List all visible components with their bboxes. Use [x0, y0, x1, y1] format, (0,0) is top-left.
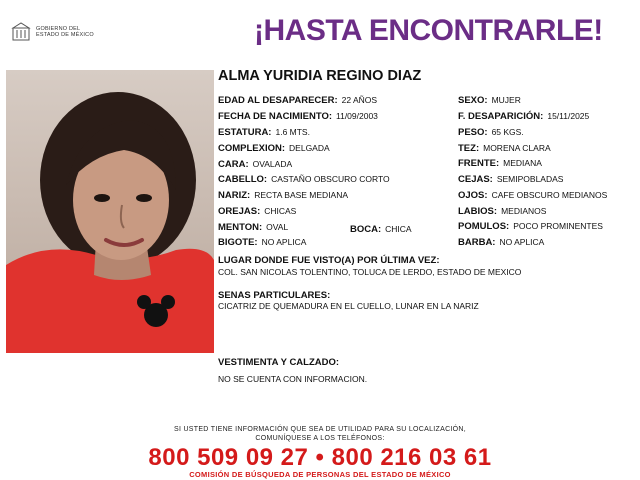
- value-beard: NO APLICA: [499, 237, 545, 247]
- field-disappearance-date: [458, 111, 589, 122]
- value-disappearance-date: 15/11/2025: [547, 111, 590, 121]
- logo-line-1: GOBIERNO DEL: [36, 25, 81, 32]
- value-mouth: CHICA: [385, 224, 412, 234]
- label-beard: BARBA:: [458, 237, 496, 248]
- value-weight: 65 KGS.: [491, 127, 524, 137]
- label-disappearance-date: F. DESAPARICIÓN:: [458, 111, 544, 122]
- field-ears: [218, 206, 296, 217]
- value-sex: MUJER: [491, 95, 521, 105]
- value-forehead: MEDIANA: [503, 158, 542, 168]
- field-nose: [218, 190, 348, 201]
- value-mustache: NO APLICA: [261, 237, 307, 247]
- phone-number-2[interactable]: 800 216 03 61: [331, 444, 492, 471]
- value-eyebrows: SEMIPOBLADAS: [496, 174, 564, 184]
- person-name: ALMA YURIDIA REGINO DIAZ: [218, 68, 422, 84]
- clothing-title: VESTIMENTA Y CALZADO:: [218, 357, 340, 368]
- label-mustache: BIGOTE:: [218, 237, 258, 248]
- label-sex: SEXO:: [458, 95, 488, 106]
- logo-line-2: ESTADO DE MÉXICO: [36, 32, 94, 38]
- phone-numbers: [0, 444, 640, 472]
- value-eyes: CAFE OBSCURO MEDIANOS: [491, 190, 608, 200]
- field-height: [218, 127, 310, 138]
- label-face: CARA:: [218, 159, 249, 170]
- value-hair: CASTAÑO OBSCURO CORTO: [271, 174, 390, 184]
- label-chin: MENTON:: [218, 222, 263, 233]
- value-cheekbones: POCO PROMINENTES: [513, 221, 603, 231]
- label-birthdate: FECHA DE NACIMIENTO:: [218, 111, 332, 122]
- last-seen-text: COL. SAN NICOLAS TOLENTINO, TOLUCA DE LERDO, ESTADO DE MEXICO: [218, 267, 522, 277]
- phone-separator: •: [315, 444, 325, 471]
- label-age: EDAD AL DESAPARECER:: [218, 95, 338, 106]
- field-beard: [458, 237, 544, 248]
- value-chin: OVAL: [266, 222, 289, 232]
- person-portrait-image: [6, 70, 214, 353]
- value-birthdate: 11/09/2003: [336, 111, 378, 121]
- government-logo: [10, 22, 94, 42]
- label-lips: LABIOS:: [458, 206, 498, 217]
- marks-title: SENAS PARTICULARES:: [218, 290, 331, 301]
- label-weight: PESO:: [458, 127, 488, 138]
- label-hair: CABELLO:: [218, 174, 268, 185]
- label-mouth: BOCA:: [350, 224, 382, 235]
- footer-note-line-1: SI USTED TIENE INFORMACIÓN QUE SEA DE UTILIDAD PARA SU LOCALIZACIÓN,: [173, 426, 467, 433]
- field-complexion: [458, 143, 551, 154]
- field-hair: [218, 174, 390, 185]
- field-eyebrows: [458, 174, 563, 185]
- field-birthdate: [218, 111, 378, 122]
- value-face: OVALADA: [252, 159, 293, 169]
- label-eyebrows: CEJAS:: [458, 174, 493, 185]
- field-forehead: [458, 158, 542, 169]
- field-build: [218, 143, 330, 154]
- value-height: 1.6 MTS.: [275, 127, 310, 137]
- label-eyes: OJOS:: [458, 190, 488, 201]
- field-mouth: [350, 224, 412, 235]
- label-complexion: TEZ:: [458, 143, 480, 154]
- last-seen-title: LUGAR DONDE FUE VISTO(A) POR ÚLTIMA VEZ:: [218, 255, 440, 266]
- marks-text: CICATRIZ DE QUEMADURA EN EL CUELLO, LUNAR EN LA NARIZ: [218, 301, 479, 311]
- government-emblem-icon: [10, 22, 32, 42]
- commission-name: COMISIÓN DE BÚSQUEDA DE PERSONAS DEL ESTADO DE MÉXICO: [189, 470, 451, 479]
- label-height: ESTATURA:: [218, 127, 272, 138]
- value-build: DELGADA: [289, 143, 330, 153]
- label-cheekbones: POMULOS:: [458, 221, 510, 232]
- value-nose: RECTA BASE MEDIANA: [254, 190, 349, 200]
- label-nose: NARIZ:: [218, 190, 251, 201]
- field-age: [218, 95, 377, 106]
- field-weight: [458, 127, 524, 138]
- field-face: [218, 159, 292, 170]
- banner-title: ¡HASTA ENCONTRARLE!: [254, 14, 603, 47]
- value-age: 22 AÑOS: [341, 95, 378, 105]
- field-mustache: [218, 237, 306, 248]
- value-ears: CHICAS: [264, 206, 297, 216]
- person-photo: [6, 70, 214, 353]
- footer-note-line-2: COMUNÍQUESE A LOS TELÉFONOS:: [255, 435, 385, 442]
- label-ears: OREJAS:: [218, 206, 261, 217]
- field-chin: [218, 222, 288, 233]
- label-build: COMPLEXION:: [218, 143, 286, 154]
- logo-text: [36, 26, 94, 39]
- field-lips: [458, 206, 546, 217]
- label-forehead: FRENTE:: [458, 158, 500, 169]
- field-sex: [458, 95, 521, 106]
- clothing-text: NO SE CUENTA CON INFORMACION.: [218, 374, 368, 384]
- phone-number-1[interactable]: 800 509 09 27: [148, 444, 309, 471]
- value-lips: MEDIANOS: [501, 206, 547, 216]
- value-complexion: MORENA CLARA: [483, 143, 551, 153]
- field-cheekbones: [458, 221, 603, 232]
- field-eyes: [458, 190, 607, 201]
